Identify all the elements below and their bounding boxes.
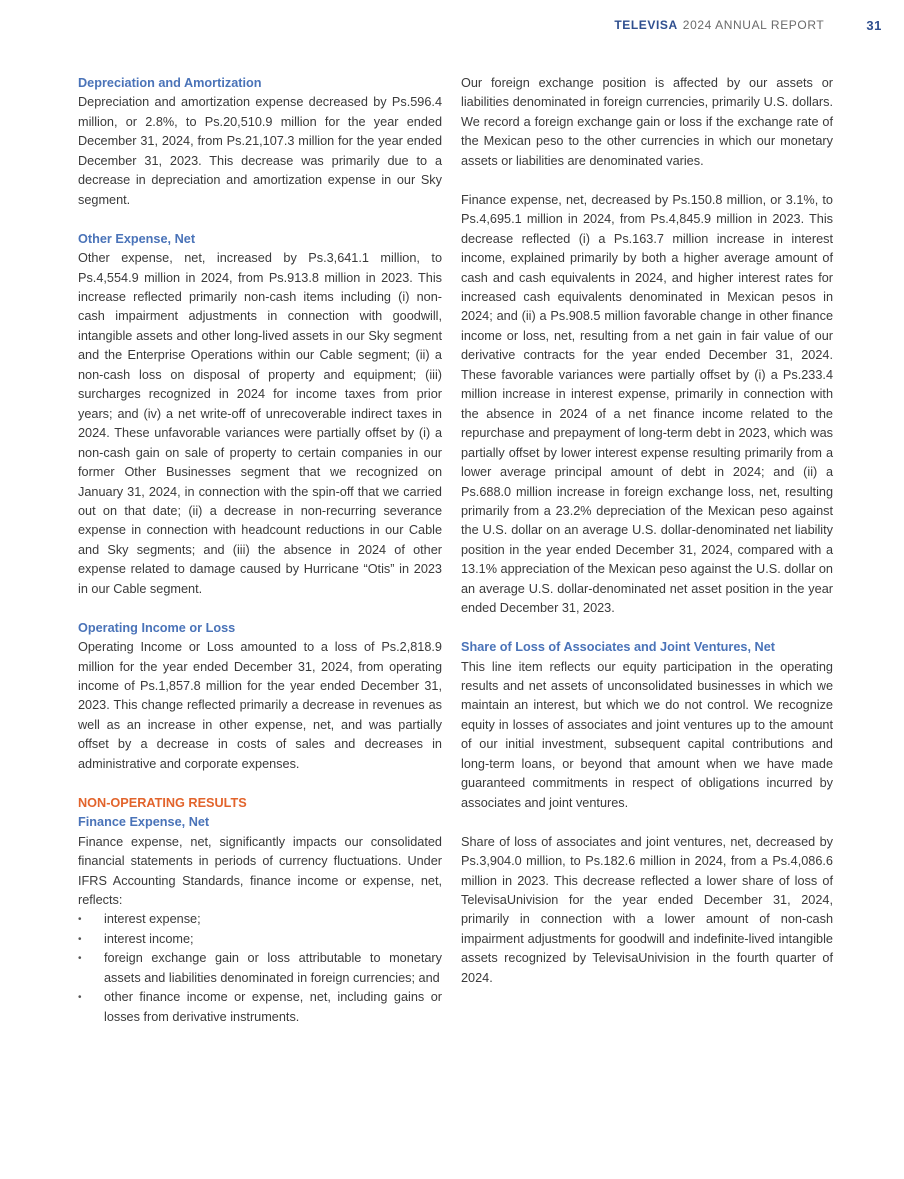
list-item: • foreign exchange gain or loss attributable to monetary assets and liabilities denominated in foreign currencies; and <box>78 949 442 988</box>
finance-expense-change-paragraph: Finance expense, net, decreased by Ps.150.8 million, or 3.1%, to Ps.4,695.1 million in 2024, from Ps.4,845.9 million in 2023. This decrease reflected (i) a Ps.163.7 million increase in interest income, explained primarily by both a higher average amount of cash and cash equivalents in 2024, and higher interest rates for increased cash equivalents denominated in Mexican pesos in 2024; and (ii) a Ps.908.5 million favorable change in other finance income or loss, net, resulting from a net gain in fair value of our derivative contracts for the year ended December 31, 2024. These favorable variances were partially offset by (i) a Ps.233.4 million increase in interest expense, primarily in connection with the absence in 2024 of a net finance income related to the repurchase and prepayment of long-term debt in 2023, which was partially offset by lower interest expense resulting primarily from a lower average principal amount of debt in 2024; and (ii) a Ps.688.0 million increase in foreign exchange loss, net, resulting primarily from a 23.2% depreciation of the Mexican peso against the U.S. dollar on an average U.S. dollar-denominated net liability position in the year ended December 31, 2024, compared with a 13.1% appreciation of the Mexican peso against the U.S. dollar on an average U.S. dollar-denominated net asset position in the year ended December 31, 2023. <box>461 192 833 616</box>
finance-expense-paragraph: Finance expense, net, significantly impacts our consolidated financial statements in periods of currency fluctuations. Under IFRS Accounting Standards, finance income or expense, net, reflects: <box>78 834 442 907</box>
report-title: 2024 ANNUAL REPORT <box>682 18 825 32</box>
list-item: • interest income; <box>78 930 442 949</box>
associates-paragraph-2: Share of loss of associates and joint ventures, net, decreased by Ps.3,904.0 million, to Ps.182.6 million in 2024, from a Ps.4,086.6 million in 2023. This decrease reflected a lower share of loss of TelevisaUnivision for the year ended December 31, 2024, primarily in connection with a lower amount of non-cash impairment adjustments for goodwill and indefinite-lived intangible assets recognized by TelevisaUnivision in the fourth quarter of 2024. <box>461 834 833 985</box>
depreciation-heading: Depreciation and Amortization <box>78 76 262 90</box>
associates-paragraph-1: This line item reflects our equity participation in the operating results and net assets of unconsolidated businesses in which we maintain an interest, but which we do not control. We recognize equity in losses of associates and joint ventures up to the amount of our initial investment, subsequent capital contributions and long-term loans, or beyond that amount when we have made guaranteed commitments in respect of obligations incurred by associates and joint ventures. <box>461 659 833 810</box>
operating-income-heading: Operating Income or Loss <box>78 620 236 635</box>
fx-position-paragraph: Our foreign exchange position is affected by our assets or liabilities denominated in foreign currencies, primarily U.S. dollars. We record a foreign exchange gain or loss if the exchange rate of the Mexican peso to the other currencies in which our monetary assets or liabilities are denominated varies. <box>461 76 833 168</box>
operating-income-paragraph: Operating Income or Loss amounted to a loss of Ps.2,818.9 million for the year ended December 31, 2024, from operating income of Ps.1,857.8 million for the year ended December 31, 2023. This change reflected primarily a decrease in revenues as well as an increase in other expense, net, and was partially offset by a decrease in costs of sales and decreases in administrative and corporate expenses. <box>78 640 442 771</box>
page-number: 31 <box>866 17 882 33</box>
page-header <box>614 17 882 33</box>
right-column <box>461 74 833 1008</box>
list-item: • interest expense; <box>78 910 442 929</box>
depreciation-paragraph: Depreciation and amortization expense decreased by Ps.596.4 million, or 2.8%, to Ps.20,510.9 million for the year ended December 31, 2024, from Ps.21,107.3 million for the year ended December 31, 2023. This decrease was primarily due to a decrease in depreciation and amortization expense in our Sky segment. <box>78 95 442 207</box>
brand-name: TELEVISA <box>614 18 678 32</box>
other-expense-paragraph: Other expense, net, increased by Ps.3,641.1 million, to Ps.4,554.9 million in 2024, from Ps.913.8 million in 2023. This increase reflected primarily non-cash items including (i) non-cash impairment adjustments in connection with goodwill, intangible assets and other long-lived assets in our Sky segment and the Enterprise Operations within our Cable segment; (ii) a non-cash loss on disposal of property and equipment; (iii) surcharges recognized in 2024 for income taxes from prior years; and (iv) a net write-off of unrecoverable indirect taxes in 2024. These unfavorable variances were partially offset by (i) a non-cash gain on sale of property to certain companies in our former Other Businesses segment that we recognized on January 31, 2024, in connection with the spin-off that we carried out on that date; (ii) a decrease in non-recurring severance expense in connection with headcount reductions in our Cable and Sky segments; and (iii) the absence in 2024 of other expense related to damage caused by Hurricane “Otis” in 2023 in our Cable segment. <box>78 251 442 596</box>
left-column <box>78 74 442 1027</box>
finance-expense-heading: Finance Expense, Net <box>78 815 210 830</box>
other-expense-heading: Other Expense, Net <box>78 231 196 246</box>
finance-components-list <box>78 910 442 1027</box>
non-operating-section-title: NON-OPERATING RESULTS <box>78 795 247 810</box>
associates-heading: Share of Loss of Associates and Joint Ventures, Net <box>461 640 775 655</box>
list-item: • other finance income or expense, net, including gains or losses from derivative instruments. <box>78 988 442 1027</box>
